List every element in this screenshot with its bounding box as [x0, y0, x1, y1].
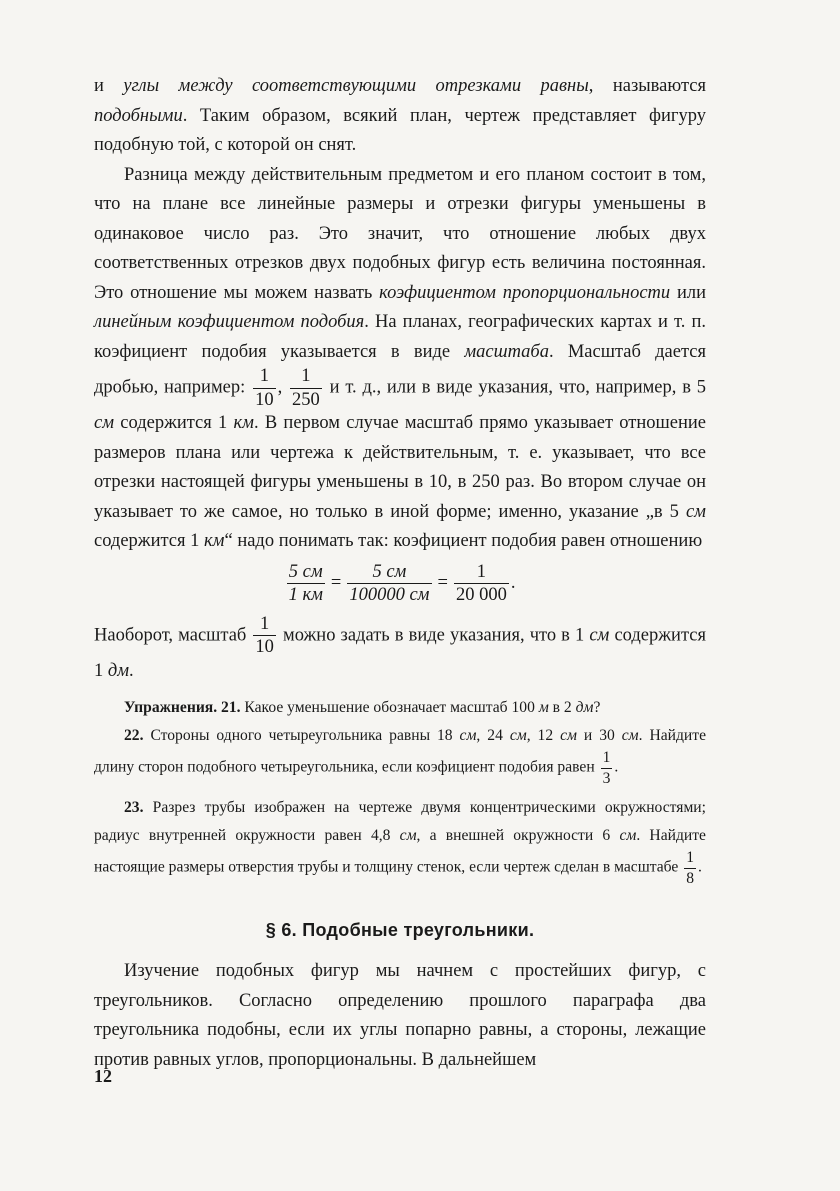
formula-fraction-b: $\frac{5 см}{100000 см}$ — [349, 561, 430, 605]
scale-formula: $\frac{5 см}{1 км}$ = $\frac{5 см}{100000 см}$ = $\frac{1}{20 000}$ . — [288, 561, 516, 605]
fraction-one-tenth: $\frac{1}{10}$ — [255, 366, 274, 410]
page-body — [94, 72, 706, 1075]
section-heading: § 6. Подобные треугольники. — [265, 920, 535, 941]
paragraph-continuation: и углы между соответствующими отрезками равны, называются подобными. Таким образом, всякий план, чертеж представляет фигуру подобную той, с которой он снят. — [94, 76, 706, 155]
fraction-one-250th: $\frac{1}{250}$ — [292, 366, 320, 410]
exercise-22: 22. Стороны одного четыреугольника равны 18 см, 24 см, 12 см и 30 см. Найдите длину сторон подобного четыреугольника, если коэфициент подобия равен $\frac{1}{3}$ . — [94, 727, 706, 787]
exercise-23: 23. Разрез трубы изображен на чертеже двумя концентрическими окружностями; радиус внутренней окружности равен 4,8 см, а внешней окружности 6 см. Найдите настоящие размеры отверстия трубы и толщину стенок, если чертеж сделан в масштабе $\frac{1}{8}$ . — [94, 799, 706, 887]
exercise-21: Упражнения. 21. Какое уменьшение обозначает масштаб 100 м в 2 дм? — [124, 699, 601, 716]
page-number: 12 — [94, 1066, 112, 1086]
formula-fraction-a: $\frac{5 см}{1 км}$ — [288, 561, 323, 605]
formula-fraction-c: $\frac{1}{20 000}$ — [455, 561, 507, 605]
fraction-one-third: $\frac{1}{3}$ — [602, 749, 611, 787]
paragraph-scale: Разница между действительным предметом и его планом состоит в том, что на плане все линейные размеры и отрезки фигуры уменьшены в одинаковое число раз. Это значит, что отношение любых двух соответственных отрезков двух подобных фигур есть величина постоянная. Это отношение мы можем назвать коэфициентом пропорциональности или линейным коэфициентом подобия. На планах, географических картах и т. п. коэфициент подобия указывается в виде масштаба. Масштаб дается дробью, например: $\frac{1}{10}$ , $\frac{1}{250}$ и т. д., или в виде указания, что, например, в 5 см содержится 1 км. В первом случае масштаб прямо указывает отношение размеров плана или чертежа к действительным, т. е. указывает, что все отрезки настоящей фигуры уменьшены в 10, в 250 раз. Во втором случае он указывает то же самое, но только в иной форме; именно, указание „в 5 см содержится 1 км“ надо понимать так: коэфициент подобия равен отношению — [94, 164, 707, 551]
fraction-one-tenth-2: $\frac{1}{10}$ — [255, 613, 274, 657]
paragraph-triangles: Изучение подобных фигур мы начнем с простейших фигур, с треугольников. Согласно определению прошлого параграфа два треугольника подобны, если их углы попарно равны, а стороны, лежащие против равных углов, пропорциональны. В дальнейшем — [94, 961, 706, 1070]
paragraph-conversely: Наоборот, масштаб $\frac{1}{10}$ можно задать в виде указания, что в 1 см содержится 1 дм. — [94, 613, 706, 681]
fraction-one-eighth: $\frac{1}{8}$ — [686, 849, 694, 887]
